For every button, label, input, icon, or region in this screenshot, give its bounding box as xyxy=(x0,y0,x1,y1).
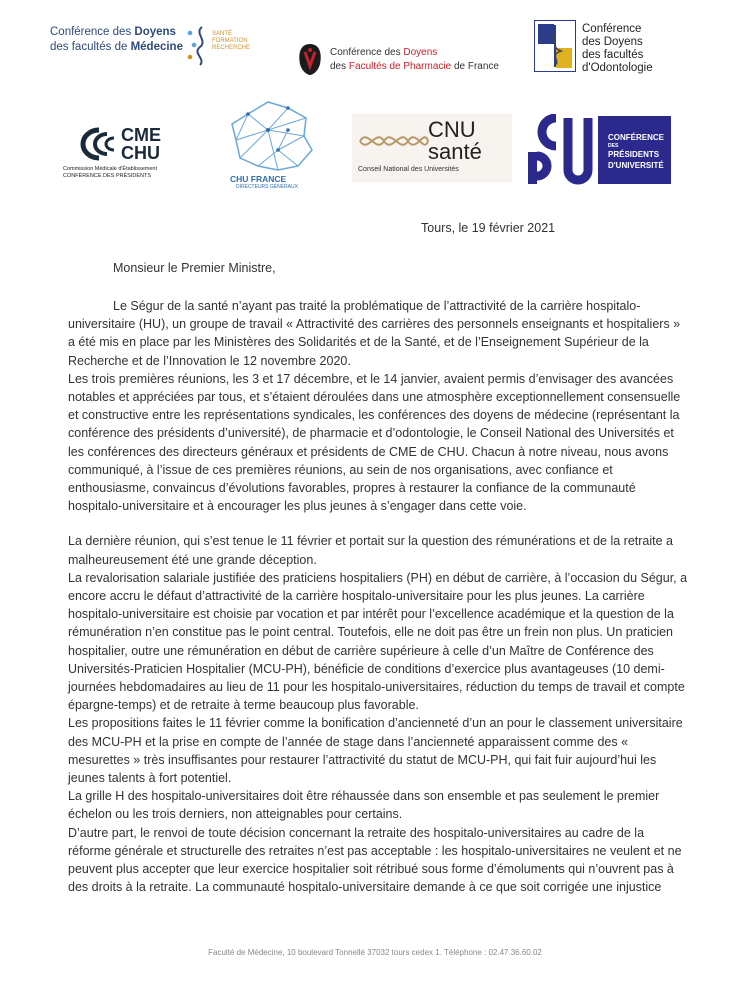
paragraph-5: Les propositions faites le 11 février comme la bonification d’ancienneté d’un an pour le classement universitaire des MCU-PH et la prise en compte de l’année de stage dans l’ancienneté apparaissent comme des « mesurettes » très insuffisantes pour restaurer l’attractivité du statut de MCU-PH, qui fait fuir aujourd’hui les jeunes talents à fort potentiel. xyxy=(68,716,683,786)
paragraph-3: La dernière réunion, qui s’est tenue le 11 février et portait sur la question des rémunérations et de la retraite a malheureusement été une grande déception. xyxy=(68,534,673,567)
paragraph-1: Le Ségur de la santé n’ayant pas traité la problématique de l’attractivité de la carrière hospitalo-universitaire (HU), un groupe de travail « Attractivité des carrières des personnels enseignants et hospitaliers » a été mis en place par les Ministères des Solidarités et de la Santé, et de l’Enseignement Supérieur de la Recherche et de l’Innovation le 12 novembre 2020. xyxy=(68,299,681,368)
logo-cpu-panel: CONFÉRENCE DES PRÉSIDENTS D'UNIVERSITÉ xyxy=(598,116,671,184)
caduceus-icon xyxy=(184,23,210,67)
logo-medecine-line2: des facultés de Médecine xyxy=(50,41,183,53)
letter-body xyxy=(68,297,688,897)
logo-cnu-caption: Conseil National des Universités xyxy=(358,166,459,173)
logo-medecine xyxy=(50,25,260,70)
logo-cme-word: CME CHU xyxy=(121,125,161,163)
logo-medecine-sub: SANTÉ FORMATION RECHERCHE xyxy=(212,31,251,51)
logo-medecine-line1: Conférence des Doyens xyxy=(50,26,176,38)
cnu-waves-icon xyxy=(358,126,430,156)
logo-cnu-word1: CNU xyxy=(428,117,476,142)
letter-date: Tours, le 19 février 2021 xyxy=(421,221,556,235)
logo-chu-title: CHU FRANCE xyxy=(230,174,287,184)
logo-odontologie-text: Conférence des Doyens des facultés d'Odontologie xyxy=(582,23,653,74)
paragraph-4: La revalorisation salariale justifiée des praticiens hospitaliers (PH) en début de carrière, à l’occasion du Ségur, a encore accru le défaut d’attractivité de la carrière hospitalo-universitaire pour les plus jeunes. La carrière hospitalo-universitaire est choisie par vocation et par intérêt pour l’excellence académique et la question de la rémunération n’en constitue pas le point central. Toutefois, elle ne doit pas être un frein non plus. Un praticien hospitalier, outre une rémunération en début de carrière supérieure à celle d’un Maître de Conférence des Universités-Praticien Hospitalier (MCU-PH), bénéficie de conditions d’exercice plus avantageuses (10 demi-journées hebdomadaires au lieu de 11 pour les hospitalo-universitaires, réduction du temps de travail et compte épargne-temps) et de retraite à terme beaucoup plus favorable. xyxy=(68,570,688,713)
logo-cpu xyxy=(528,114,673,186)
logo-chu-france xyxy=(228,100,318,190)
logo-odontologie xyxy=(534,20,694,75)
logo-cme-small: Commission Médicale d'Établissement CONFÉRENCE DES PRÉSIDENTS xyxy=(63,166,157,179)
pharmacie-emblem-icon xyxy=(296,42,324,76)
logo-pharmacie xyxy=(296,40,506,80)
cpu-letters-icon xyxy=(528,114,596,186)
cme-arcs-icon xyxy=(63,124,119,164)
logo-cme-chu xyxy=(63,120,203,180)
paragraph-6: La grille H des hospitalo-universitaires doit être réhaussée dans son ensemble et pas seulement le premier échelon ou les trois derniers, non atteignables pour certains. xyxy=(68,789,660,822)
letter-salutation: Monsieur le Premier Ministre, xyxy=(113,261,276,275)
france-map-icon xyxy=(228,100,318,172)
logo-cnu-sante xyxy=(352,114,512,182)
paragraph-7: D’autre part, le renvoi de toute décision concernant la retraite des hospitalo-universitaires au cadre de la réforme générale et structurelle des retraites n’est pas acceptable : les hospitalo-universitaires ne veulent et ne peuvent plus accepter que leur exercice hospitalier soit rétribué sous forme d’émoluments qui n’ouvrent pas à des droits à la retraite. La communauté hospitalo-universitaire demande à ce que soit corrigée une injustice xyxy=(68,825,682,895)
logo-cnu-word2: santé xyxy=(428,139,482,164)
logo-chu-subtitle: DIRECTEURS GÉNÉRAUX xyxy=(236,184,298,190)
page-footer: Faculté de Médecine, 10 boulevard Tonnellé 37032 tours cedex 1. Téléphone : 02.47.36.60.02 xyxy=(208,948,542,957)
odontologie-emblem-icon xyxy=(534,20,576,72)
logo-pharmacie-text: Conférence des Doyens des Facultés de Pharmacie de France xyxy=(330,47,499,72)
paragraph-2: Les trois premières réunions, les 3 et 17 décembre, et le 14 janvier, avaient permis d’envisager des avancées notables et appréciées par tous, et s’étaient déroulées dans une atmosphère exceptionnellement consensuelle et constructive entre les représentations syndicales, les conférences des doyens de médecine (représentant la conférence des présidents d’université), de pharmacie et d’odontologie, le Conseil National des Universités et les conférences des directeurs généraux et présidents de CME de CHU. Chacun à notre niveau, nous avons communiqué, à l’issue de ces premières réunions, au sein de nos organisations, avec confiance et enthousiasme, convaincus d’évolutions favorables, propres à restaurer la confiance de la communauté hospitalo-universitaire et à encourager les plus jeunes à s’engager dans cette voie. xyxy=(68,371,681,514)
